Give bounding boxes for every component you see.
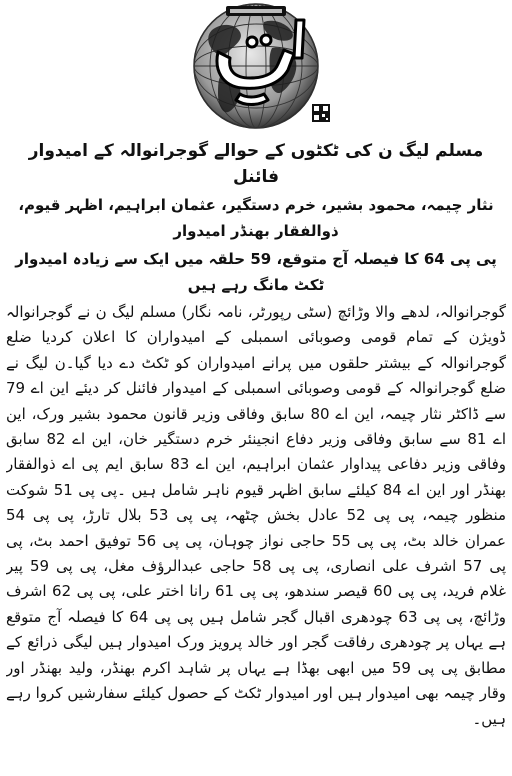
article-headline: مسلم لیگ ن کی ٹکٹوں کے حوالے گوجرانوالہ کے امیدوار فائنل (28, 141, 484, 187)
article-body: گوجرانوالہ، لدھے والا وڑائچ (سٹی رپورٹر، نامہ نگار) مسلم لیگ ن نے گوجرانوالہ ڈویژن کے تمام قومی وصوبائی اسمبلی کے امیدواران کا اعلان کردیا ضلع گوجرانوالہ کے بیشتر حلقوں میں پرانے امیدواران کو ٹکٹ دے دیا گیا۔ن لیگ نے ضلع گوجرانوالہ کے قومی وصوبائی اسمبلی کے امیدوار فائنل کر دیئے این اے 79 سے ڈاکٹر نثار چیمہ، این اے 80 سابق وفاقی وزیر قانون محمود بشیر ورک، این اے 81 سے سابق وفاقی وزیر دفاع انجینئر خرم دستگیر خان، این اے 82 سابق وفاقی وزیر دفاعی پیداوار عثمان ابراہیم، این اے 83 سابق ایم پی اے ذوالفقار بھنڈر اور این اے 84 کیلئے سابق اظہر قیوم ناہر شامل ہیں ۔پی پی 51 شوکت منظور چیمہ، پی پی 52 عادل بخش چٹھہ، پی پی 53 بلال تارڑ، پی پی 54 عمران خالد بٹ، پی پی 55 حاجی نواز چوہان، پی پی 56 توفیق احمد بٹ، پی پی 57 اشرف علی انصاری، پی پی 58 حاجی عبدالرؤف مغل، پی پی 59 پیر غلام فرید، پی پی 60 قیصر سندھو، پی پی 61 رانا اختر علی، پی پی 62 اشرف وڑائچ، پی پی 63 چودھری اقبال گجر شامل ہیں پی پی 64 کا فیصلہ آج متوقع ہے یہاں پر چودھری رفاقت گجر اور خالد پرویز ورک امیدوار ہیں لیگی ذرائع کے مطابق پی پی 59 میں ابھی بھڈا ہے یہاں پر شاہد اکرم بھنڈر، ولید بھنڈر اور وقار چیمہ بھی امیدوار ہیں اور امیدوار ٹکٹ کے حصول کیلئے سفارشیں کروا رہے ہیں۔ (6, 303, 506, 728)
news-article (6, 138, 506, 772)
article-subhead-decision: پی پی 64 کا فیصلہ آج متوقع، 59 حلقہ میں ایک سے زیادہ امیدوار ٹکٹ مانگ رہے ہیں (15, 250, 497, 294)
article-subhead-candidates: نثار چیمہ، محمود بشیر، خرم دستگیر، عثمان ابراہیم، اظہر قیوم، ذوالفقار بھنڈر امیدوار (18, 196, 494, 240)
masthead-logo (178, 0, 334, 134)
globe-logo-icon (178, 0, 334, 134)
